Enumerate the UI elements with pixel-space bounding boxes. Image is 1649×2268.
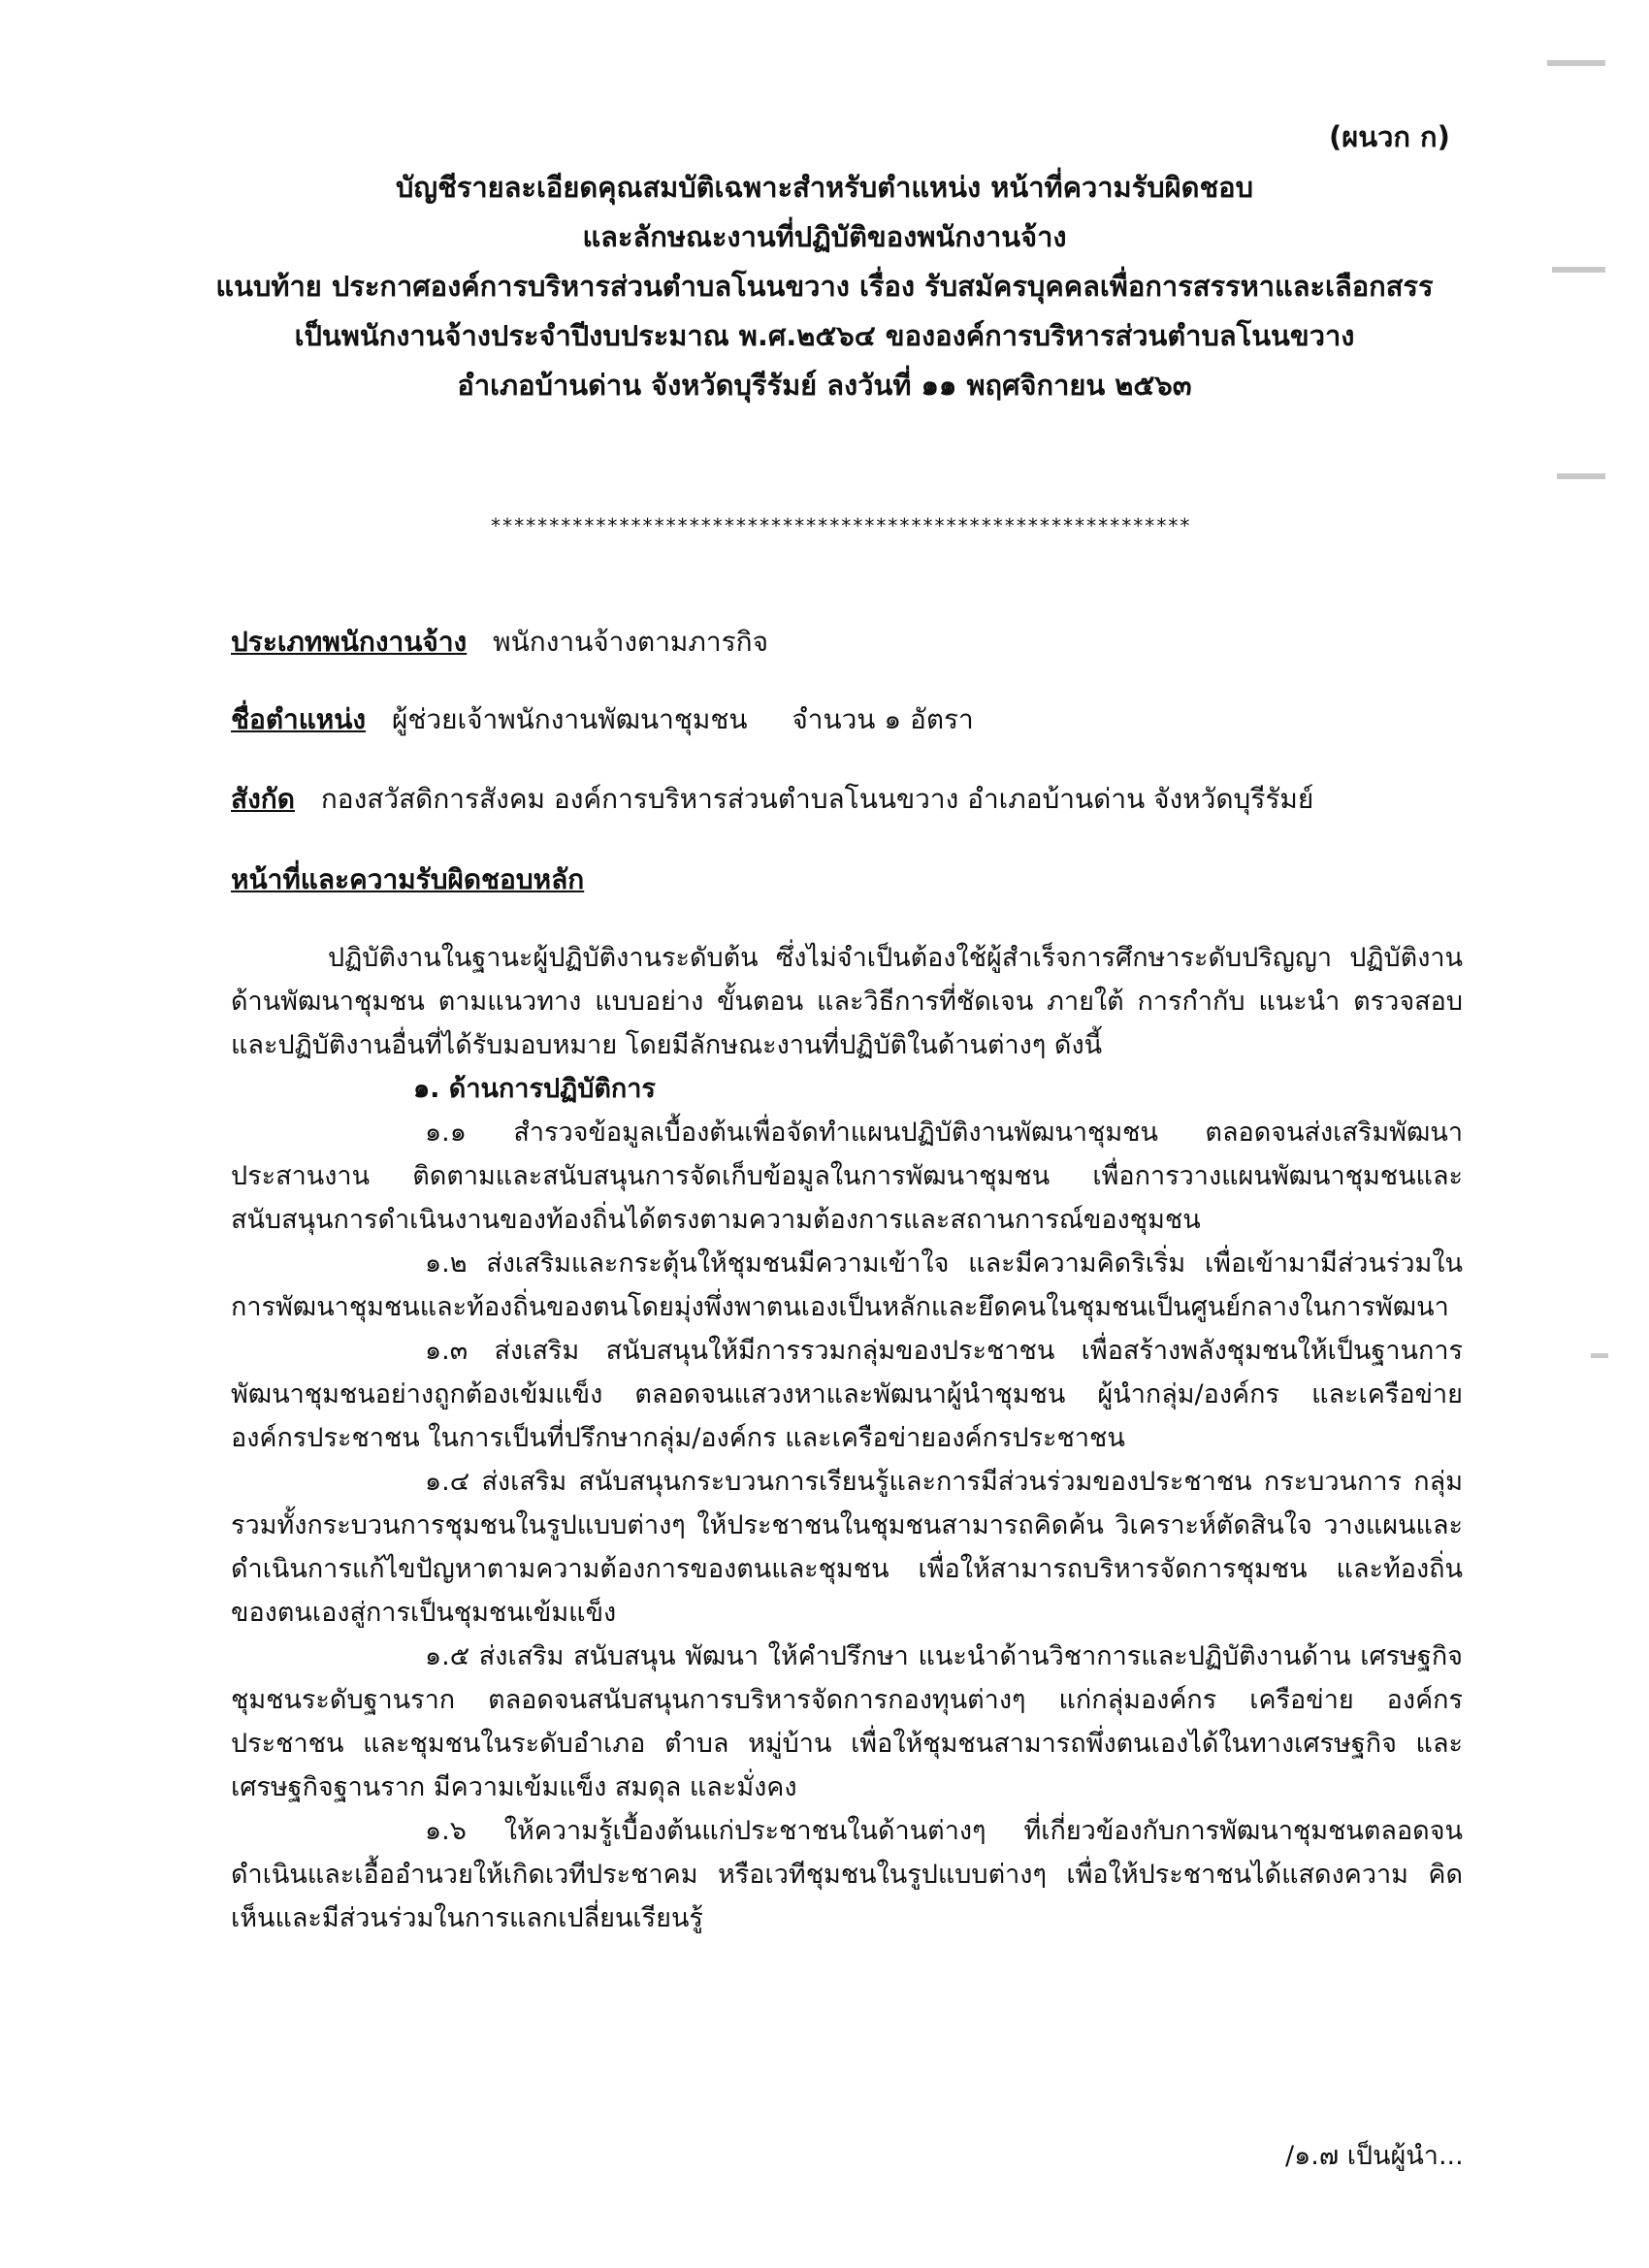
affiliation-row bbox=[231, 778, 1313, 821]
scan-mark bbox=[1557, 473, 1605, 479]
duties-body bbox=[231, 936, 1463, 1940]
employee-type-label: ประเภทพนักงานจ้าง bbox=[231, 626, 468, 658]
continuation-note: /๑.๗ เป็นผู้นำ... bbox=[1285, 2141, 1464, 2171]
duty-item-1-4: ๑.๔ ส่งเสริม สนับสนุนกระบวนการเรียนรู้และการมีส่วนร่วมของประชาชน กระบวนการ กลุ่ม รวมทั้งกระบวนการชุมชนในรูปแบบต่างๆ ให้ประชาชนในชุมชนสามารถคิดค้น วิเคราะห์ตัดสินใจ วางแผนและดำเนินการแก้ไขปัญหาตามความต้องการของตนและชุมชน เพื่อให้สามารถบริหารจัดการชุมชน และท้องถิ่นของตนเองสู่การเป็นชุมชนเข้มแข็ง bbox=[231, 1467, 1463, 1628]
scan-mark bbox=[1591, 1353, 1608, 1358]
position-row bbox=[231, 698, 974, 741]
scan-mark bbox=[1552, 267, 1605, 273]
affiliation-value: กองสวัสดิการสังคม องค์การบริหารส่วนตำบลโนนขวาง อำเภอบ้านด่าน จังหวัดบุรีรัมย์ bbox=[320, 783, 1314, 815]
duty-item-1-1: ๑.๑ สำรวจข้อมูลเบื้องต้นเพื่อจัดทำแผนปฏิบัติงานพัฒนาชุมชน ตลอดจนส่งเสริมพัฒนา ประสานงาน ติดตามและสนับสนุนการจัดเก็บข้อมูลในการพัฒนาชุมชน เพื่อการวางแผนพัฒนาชุมชนและสนับสนุนการดำเนินงานของท้องถิ่นได้ตรงตามความต้องการและสถานการณ์ของชุมชน bbox=[231, 1118, 1463, 1235]
duty-item-1-3: ๑.๓ ส่งเสริม สนับสนุนให้มีการรวมกลุ่มของประชาชน เพื่อสร้างพลังชุมชนให้เป็นฐานการ พัฒนาชุมชนอย่างถูกต้องเข้มแข็ง ตลอดจนแสวงหาและพัฒนาผู้นำชุมชน ผู้นำกลุ่ม/องค์กร และเครือข่าย องค์กรประชาชน ในการเป็นที่ปรึกษากลุ่ม/องค์กร และเครือข่ายองค์กรประชาชน bbox=[231, 1336, 1463, 1453]
employee-type-row bbox=[231, 621, 768, 664]
header-line-2: และลักษณะงานที่ปฏิบัติของพนักงานจ้าง bbox=[582, 220, 1067, 253]
document-header bbox=[194, 163, 1455, 410]
affiliation-label: สังกัด bbox=[231, 783, 295, 815]
duty-item-1-2: ๑.๒ ส่งเสริมและกระตุ้นให้ชุมชนมีความเข้าใจ และมีความคิดริเริ่ม เพื่อเข้ามามีส่วนร่วมใน การพัฒนาชุมชนและท้องถิ่นของตนโดยมุ่งพึ่งพาตนเองเป็นหลักและยึดคนในชุมชนเป็นศูนย์กลางในการพัฒนา bbox=[231, 1248, 1463, 1322]
header-line-4: เป็นพนักงานจ้างประจำปีงบประมาณ พ.ศ.๒๕๖๔ ขององค์การบริหารส่วนตำบลโนนขวาง bbox=[294, 319, 1355, 352]
scan-mark bbox=[1547, 60, 1605, 66]
position-label: ชื่อตำแหน่ง bbox=[231, 703, 367, 735]
employee-type-value: พนักงานจ้างตามภารกิจ bbox=[493, 626, 768, 658]
header-line-1: บัญชีรายละเอียดคุณสมบัติเฉพาะสำหรับตำแหน่ง หน้าที่ความรับผิดชอบ bbox=[396, 171, 1253, 204]
separator-line: ************************************************************ bbox=[490, 514, 1191, 537]
header-line-5: อำเภอบ้านด่าน จังหวัดบุรีรัมย์ ลงวันที่ ๑๑ พฤศจิกายน ๒๕๖๓ bbox=[457, 369, 1192, 402]
annex-label: (ผนวก ก) bbox=[1329, 120, 1450, 153]
duties-intro: ปฏิบัติงานในฐานะผู้ปฏิบัติงานระดับต้น ซึ่งไม่จำเป็นต้องใช้ผู้สำเร็จการศึกษาระดับปริญญา ปฏิบัติงานด้านพัฒนาชุมชน ตามแนวทาง แบบอย่าง ขั้นตอน และวิธีการที่ชัดเจน ภายใต้ การกำกับ แนะนำ ตรวจสอบ และปฏิบัติงานอื่นที่ได้รับมอบหมาย โดยมีลักษณะงานที่ปฏิบัติในด้านต่างๆ ดังนี้ bbox=[231, 943, 1463, 1060]
duty-item-1-5: ๑.๕ ส่งเสริม สนับสนุน พัฒนา ให้คำปรึกษา แนะนำด้านวิชาการและปฏิบัติงานด้าน เศรษฐกิจชุมชนระดับฐานราก ตลอดจนสนับสนุนการบริหารจัดการกองทุนต่างๆ แก่กลุ่มองค์กร เครือข่าย องค์กรประชาชน และชุมชนในระดับอำเภอ ตำบล หมู่บ้าน เพื่อให้ชุมชนสามารถพึ่งตนเองได้ในทางเศรษฐกิจ และเศรษฐกิจฐานราก มีความเข้มแข็ง สมดุล และมั่งคง bbox=[231, 1641, 1463, 1802]
position-count: จำนวน ๑ อัตรา bbox=[792, 703, 974, 735]
duty-item-1-6: ๑.๖ ให้ความรู้เบื้องต้นแก่ประชาชนในด้านต่างๆ ที่เกี่ยวข้องกับการพัฒนาชุมชนตลอดจน ดำเนินและเอื้ออำนวยให้เกิดเวทีประชาคม หรือเวทีชุมชนในรูปแบบต่างๆ เพื่อให้ประชาชนได้แสดงความ คิดเห็นและมีส่วนร่วมในการแลกเปลี่ยนเรียนรู้ bbox=[231, 1816, 1463, 1933]
header-line-3: แนบท้าย ประกาศองค์การบริหารส่วนตำบลโนนขวาง เรื่อง รับสมัครบุคคลเพื่อการสรรหาและเลือกสรร bbox=[215, 270, 1434, 303]
section-1-title: ๑. ด้านการปฏิบัติการ bbox=[413, 1074, 656, 1104]
position-value: ผู้ช่วยเจ้าพนักงานพัฒนาชุมชน bbox=[391, 703, 748, 735]
duties-title: หน้าที่และความรับผิดชอบหลัก bbox=[231, 863, 585, 895]
